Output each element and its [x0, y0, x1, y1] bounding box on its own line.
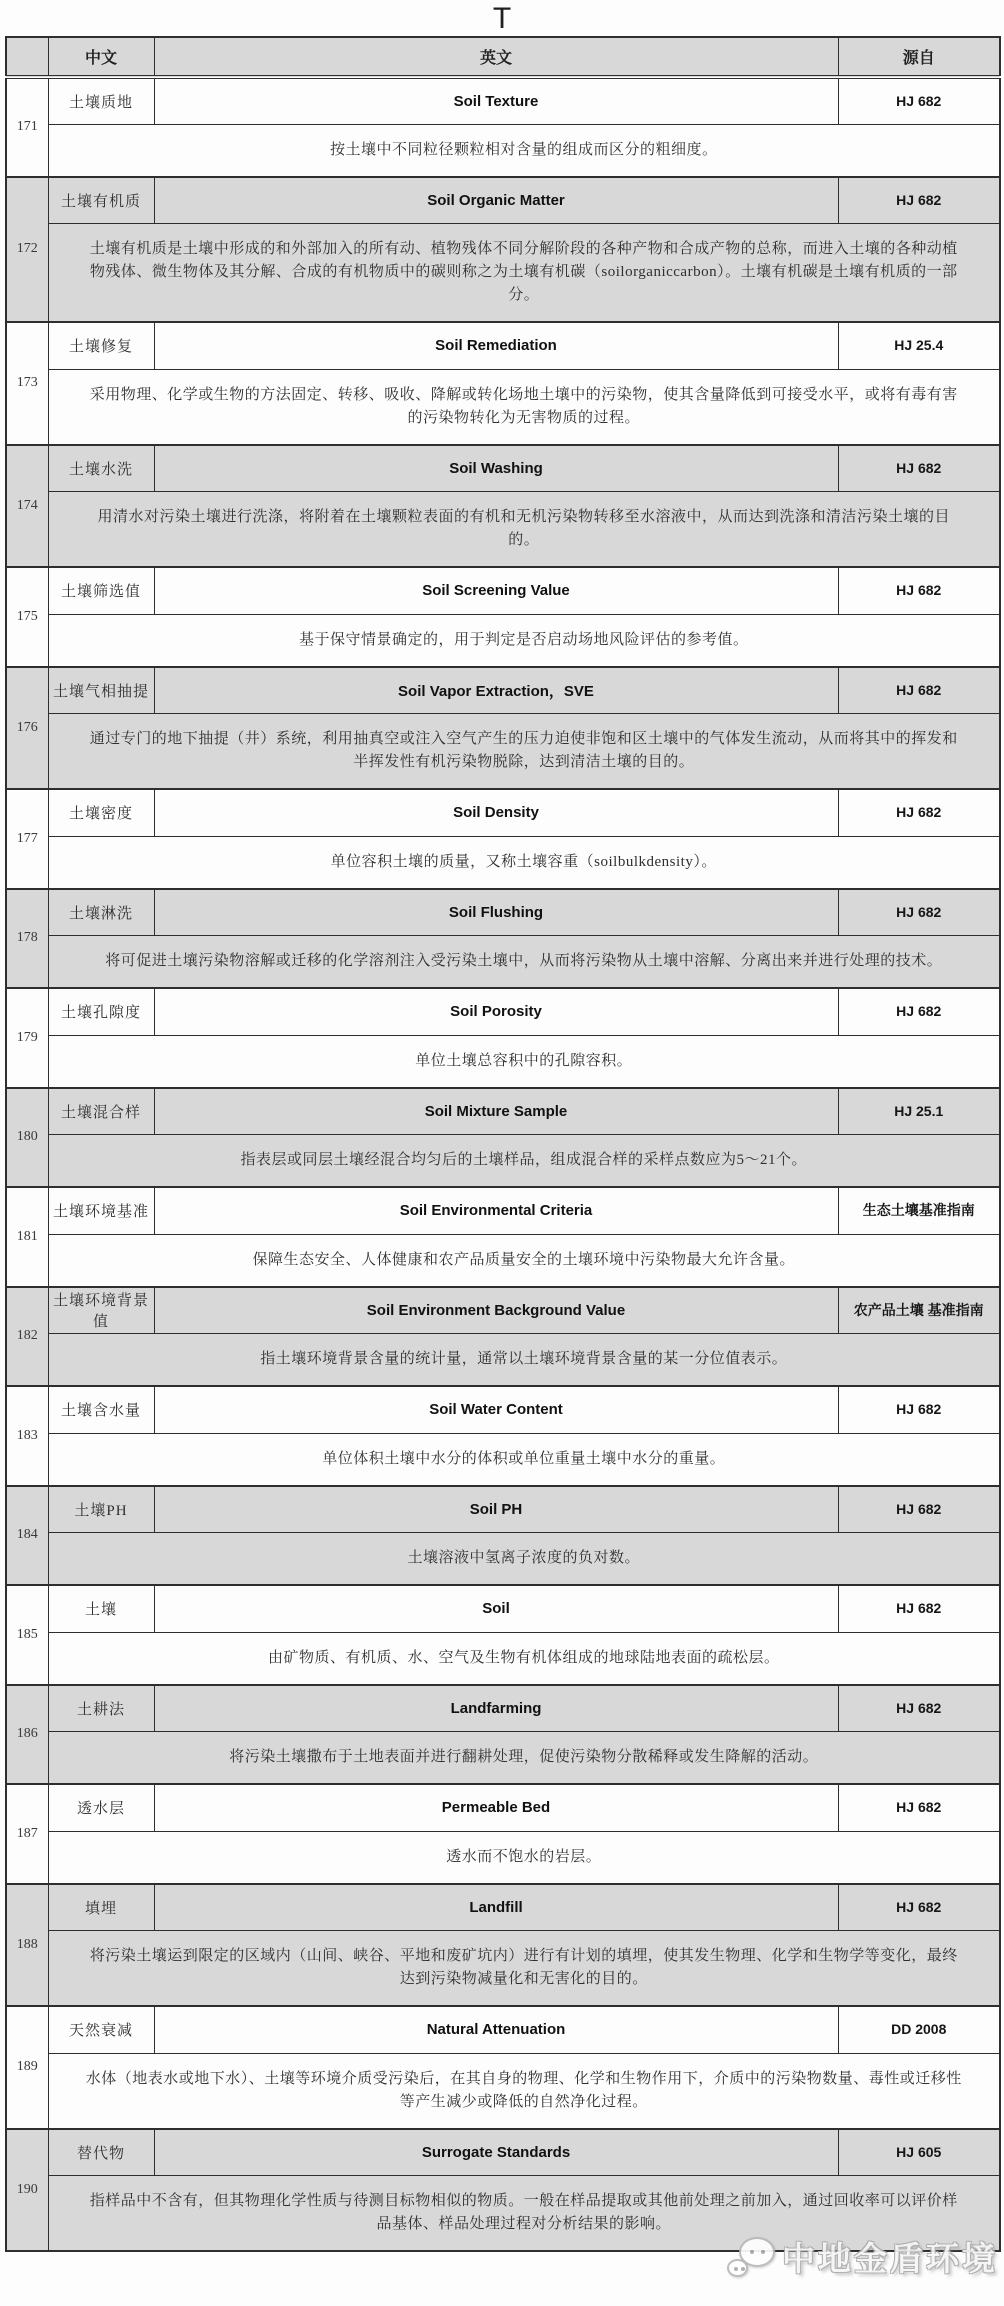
english-term: Surrogate Standards	[154, 2129, 838, 2176]
source-reference: HJ 682	[838, 1784, 1000, 1831]
english-term: Soil Screening Value	[154, 567, 838, 614]
source-reference: HJ 682	[838, 1685, 1000, 1732]
english-term: Soil Water Content	[154, 1386, 838, 1433]
definition-row	[6, 1135, 1000, 1188]
english-term: Soil Vapor Extraction，SVE	[154, 667, 838, 714]
definition-text: 指样品中不含有，但其物理化学性质与待测目标物相似的物质。一般在样品提取或其他前处理之前加入，通过回收率可以评价样品基体、样品处理过程对分析结果的影响。	[48, 2176, 1000, 2252]
entry-number: 175	[6, 567, 48, 667]
entry-number: 190	[6, 2129, 48, 2252]
definition-row	[6, 2176, 1000, 2252]
definition-text: 单位容积土壤的质量，又称土壤容重（soilbulkdensity）。	[48, 836, 1000, 889]
definition-text: 采用物理、化学或生物的方法固定、转移、吸收、降解或转化场地土壤中的污染物，使其含量降低到可接受水平，或将有毒有害的污染物转化为无害物质的过程。	[48, 369, 1000, 445]
definition-row	[6, 2053, 1000, 2129]
term-row	[6, 1685, 1000, 1732]
entry-number: 174	[6, 445, 48, 568]
entry-number: 184	[6, 1486, 48, 1586]
page-title: T	[492, 2, 512, 35]
glossary-table	[5, 36, 1001, 2252]
source-reference: HJ 682	[838, 988, 1000, 1035]
chinese-term: 土壤密度	[48, 789, 154, 836]
chinese-term: 土壤孔隙度	[48, 988, 154, 1035]
definition-text: 指土壤环境背景含量的统计量，通常以土壤环境背景含量的某一分位值表示。	[48, 1334, 1000, 1387]
header-row	[6, 37, 1000, 77]
definition-text: 由矿物质、有机质、水、空气及生物有机体组成的地球陆地表面的疏松层。	[48, 1632, 1000, 1685]
header-source: 源自	[838, 37, 1000, 77]
chinese-term: 土壤淋洗	[48, 889, 154, 936]
definition-row	[6, 369, 1000, 445]
definition-text: 按土壤中不同粒径颗粒相对含量的组成而区分的粗细度。	[48, 124, 1000, 177]
chinese-term: 天然衰减	[48, 2006, 154, 2053]
english-term: Soil	[154, 1585, 838, 1632]
chinese-term: 土壤PH	[48, 1486, 154, 1533]
chinese-term: 土壤修复	[48, 322, 154, 369]
chinese-term: 土壤混合样	[48, 1088, 154, 1135]
source-reference: HJ 682	[838, 177, 1000, 224]
header-number-cell	[6, 37, 48, 77]
term-row	[6, 1088, 1000, 1135]
english-term: Soil Density	[154, 789, 838, 836]
chinese-term: 填埋	[48, 1884, 154, 1931]
definition-row	[6, 492, 1000, 568]
entry-number: 179	[6, 988, 48, 1088]
term-row	[6, 322, 1000, 369]
entry-number: 171	[6, 77, 48, 177]
english-term: Landfarming	[154, 1685, 838, 1732]
entry-number: 177	[6, 789, 48, 889]
definition-text: 水体（地表水或地下水）、土壤等环境介质受污染后，在其自身的物理、化学和生物作用下，介质中的污染物数量、毒性或迁移性等产生减少或降低的自然净化过程。	[48, 2053, 1000, 2129]
definition-text: 指表层或同层土壤经混合均匀后的土壤样品，组成混合样的采样点数应为5～21个。	[48, 1135, 1000, 1188]
english-term: Soil Environment Background Value	[154, 1287, 838, 1334]
definition-row	[6, 1931, 1000, 2007]
entry-number: 176	[6, 667, 48, 790]
source-reference: 农产品土壤 基准指南	[838, 1287, 1000, 1334]
definition-row	[6, 1433, 1000, 1486]
term-row	[6, 667, 1000, 714]
chinese-term: 土壤筛选值	[48, 567, 154, 614]
chinese-term: 替代物	[48, 2129, 154, 2176]
english-term: Soil PH	[154, 1486, 838, 1533]
definition-row	[6, 614, 1000, 667]
english-term: Soil Environmental Criteria	[154, 1187, 838, 1234]
definition-text: 保障生态安全、人体健康和农产品质量安全的土壤环境中污染物最大允许含量。	[48, 1234, 1000, 1287]
english-term: Permeable Bed	[154, 1784, 838, 1831]
source-reference: HJ 682	[838, 789, 1000, 836]
source-reference: HJ 25.1	[838, 1088, 1000, 1135]
english-term: Soil Flushing	[154, 889, 838, 936]
entry-number: 189	[6, 2006, 48, 2129]
english-term: Soil Washing	[154, 445, 838, 492]
definition-row	[6, 1533, 1000, 1586]
term-row	[6, 1287, 1000, 1334]
definition-text: 将污染土壤运到限定的区域内（山间、峡谷、平地和废矿坑内）进行有计划的填埋，使其发生物理、化学和生物学等变化，最终达到污染物减量化和无害化的目的。	[48, 1931, 1000, 2007]
source-reference: HJ 682	[838, 1884, 1000, 1931]
definition-text: 基于保守情景确定的，用于判定是否启动场地风险评估的参考值。	[48, 614, 1000, 667]
term-row	[6, 1784, 1000, 1831]
source-reference: HJ 682	[838, 445, 1000, 492]
chinese-term: 土壤气相抽提	[48, 667, 154, 714]
definition-row	[6, 836, 1000, 889]
term-row	[6, 567, 1000, 614]
source-reference: HJ 682	[838, 1386, 1000, 1433]
entry-number: 186	[6, 1685, 48, 1785]
source-reference: HJ 25.4	[838, 322, 1000, 369]
source-reference: HJ 682	[838, 567, 1000, 614]
term-row	[6, 2006, 1000, 2053]
source-reference: HJ 682	[838, 1585, 1000, 1632]
entry-number: 172	[6, 177, 48, 323]
term-row	[6, 445, 1000, 492]
chinese-term: 土壤含水量	[48, 1386, 154, 1433]
header-english: 英文	[154, 37, 838, 77]
definition-row	[6, 1632, 1000, 1685]
entry-number: 185	[6, 1585, 48, 1685]
definition-text: 通过专门的地下抽提（井）系统，利用抽真空或注入空气产生的压力迫使非饱和区土壤中的气体发生流动，从而将其中的挥发和半挥发性有机污染物脱除，达到清洁土壤的目的。	[48, 714, 1000, 790]
definition-text: 土壤溶液中氢离子浓度的负对数。	[48, 1533, 1000, 1586]
definition-row	[6, 1035, 1000, 1088]
english-term: Soil Organic Matter	[154, 177, 838, 224]
english-term: Soil Texture	[154, 77, 838, 124]
term-row	[6, 988, 1000, 1035]
entry-number: 173	[6, 322, 48, 445]
chinese-term: 土壤水洗	[48, 445, 154, 492]
chinese-term: 土耕法	[48, 1685, 154, 1732]
english-term: Soil Remediation	[154, 322, 838, 369]
chinese-term: 土壤环境基准	[48, 1187, 154, 1234]
term-row	[6, 1884, 1000, 1931]
term-row	[6, 77, 1000, 124]
chinese-term: 透水层	[48, 1784, 154, 1831]
term-row	[6, 1585, 1000, 1632]
definition-row	[6, 714, 1000, 790]
source-reference: DD 2008	[838, 2006, 1000, 2053]
entry-number: 178	[6, 889, 48, 989]
definition-row	[6, 1234, 1000, 1287]
entry-number: 180	[6, 1088, 48, 1188]
definition-row	[6, 224, 1000, 323]
english-term: Soil Mixture Sample	[154, 1088, 838, 1135]
definition-row	[6, 936, 1000, 989]
header-chinese: 中文	[48, 37, 154, 77]
definition-text: 将可促进土壤污染物溶解或迁移的化学溶剂注入受污染土壤中，从而将污染物从土壤中溶解、分离出来并进行处理的技术。	[48, 936, 1000, 989]
entry-number: 187	[6, 1784, 48, 1884]
definition-row	[6, 1334, 1000, 1387]
chinese-term: 土壤环境背景值	[48, 1287, 154, 1334]
source-reference: HJ 682	[838, 889, 1000, 936]
glossary-table-body	[6, 77, 1000, 2251]
term-row	[6, 1187, 1000, 1234]
entry-number: 181	[6, 1187, 48, 1287]
definition-text: 单位体积土壤中水分的体积或单位重量土壤中水分的重量。	[48, 1433, 1000, 1486]
watermark-text: 中地金盾环境	[782, 2240, 998, 2277]
chinese-term: 土壤有机质	[48, 177, 154, 224]
term-row	[6, 889, 1000, 936]
term-row	[6, 1486, 1000, 1533]
definition-text: 土壤有机质是土壤中形成的和外部加入的所有动、植物残体不同分解阶段的各种产物和合成产物的总称，而进入土壤的各种动植物残体、微生物体及其分解、合成的有机物质中的碳则称之为土壤有机碳（soilorganiccarbon）。土壤有机碳是土壤有机质的一部分。	[48, 224, 1000, 323]
definition-text: 透水而不饱水的岩层。	[48, 1831, 1000, 1884]
wechat-bubble-small	[727, 2259, 748, 2277]
source-reference: HJ 682	[838, 667, 1000, 714]
entry-number: 183	[6, 1386, 48, 1486]
definition-row	[6, 124, 1000, 177]
entry-number: 188	[6, 1884, 48, 2007]
english-term: Soil Porosity	[154, 988, 838, 1035]
entry-number: 182	[6, 1287, 48, 1387]
term-row	[6, 789, 1000, 836]
source-reference: HJ 605	[838, 2129, 1000, 2176]
definition-row	[6, 1732, 1000, 1785]
chinese-term: 土壤质地	[48, 77, 154, 124]
definition-text: 单位土壤总容积中的孔隙容积。	[48, 1035, 1000, 1088]
definition-text: 用清水对污染土壤进行洗涤，将附着在土壤颗粒表面的有机和无机污染物转移至水溶液中，从而达到洗涤和清洁污染土壤的目的。	[48, 492, 1000, 568]
english-term: Natural Attenuation	[154, 2006, 838, 2053]
term-row	[6, 177, 1000, 224]
definition-row	[6, 1831, 1000, 1884]
definition-text: 将污染土壤撒布于土地表面并进行翻耕处理，促使污染物分散稀释或发生降解的活动。	[48, 1732, 1000, 1785]
chinese-term: 土壤	[48, 1585, 154, 1632]
source-reference: 生态土壤基准指南	[838, 1187, 1000, 1234]
source-reference: HJ 682	[838, 1486, 1000, 1533]
source-reference: HJ 682	[838, 77, 1000, 124]
english-term: Landfill	[154, 1884, 838, 1931]
term-row	[6, 2129, 1000, 2176]
term-row	[6, 1386, 1000, 1433]
